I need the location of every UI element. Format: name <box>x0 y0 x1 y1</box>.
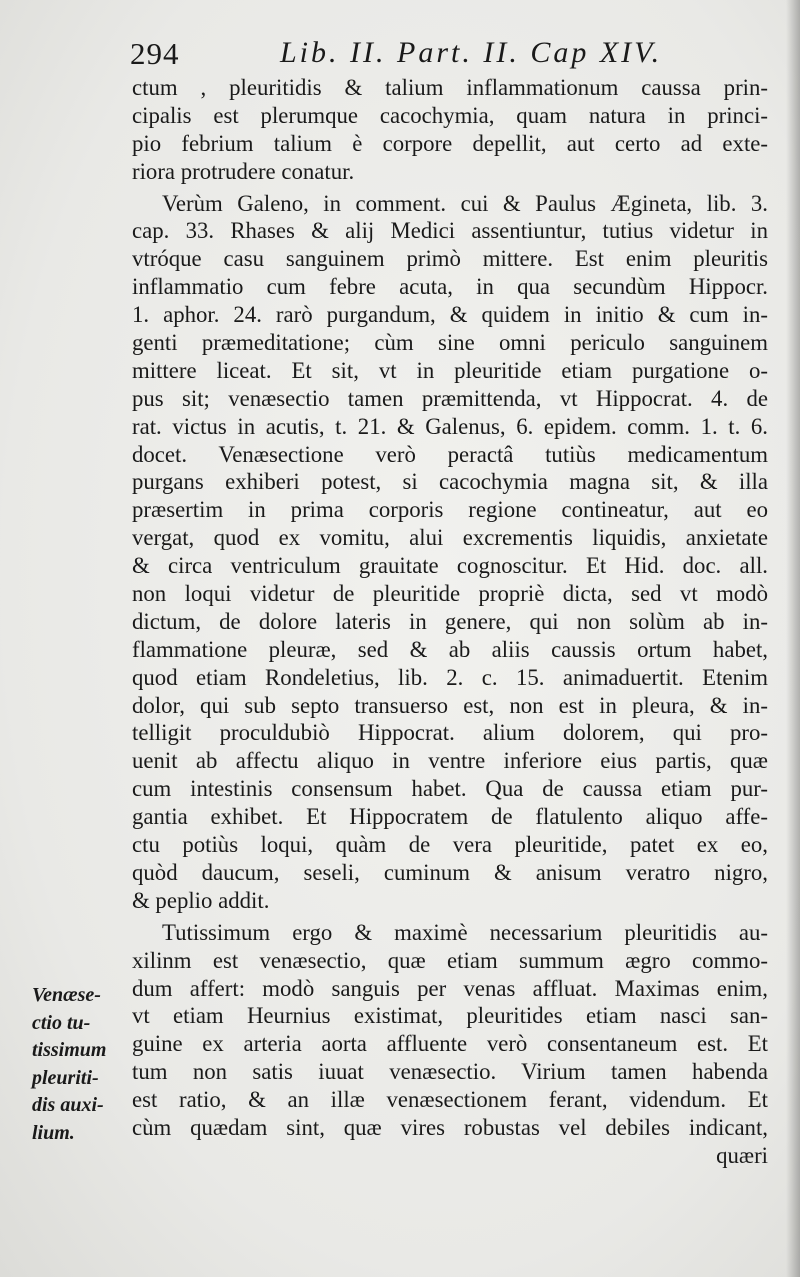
text-line: flammatione pleuræ, sed & ab aliis caussis ortum habet, <box>132 636 768 662</box>
text-line: Tutissimum ergo & maximè necessarium pleuritidis au- <box>162 919 768 945</box>
marginal-note-line: dis auxi- <box>32 1094 104 1116</box>
marginal-note-line: lium. <box>32 1121 75 1144</box>
text-line: 1. aphor. 24. rarò purgandum, & quidem in initio & cum in- <box>132 302 768 328</box>
text-line: cipalis est plerumque cacochymia, quam natura in princi- <box>132 102 768 128</box>
text-line: pio febrium talium è corpore depellit, aut certo ad exte- <box>132 130 768 156</box>
text-line: ctum , pleuritidis & talium inflammationum caussa prin- <box>132 75 768 100</box>
text-line: ctu potiùs loqui, quàm de vera pleuritide, patet ex eo, <box>132 832 768 858</box>
text-line: gantia exhibet. Et Hippocratem de flatulento aliquo affe- <box>132 804 768 830</box>
text-line: xilinm est venæsectio, quæ etiam summum ægro commo- <box>132 947 768 973</box>
catchword: quæri <box>716 1142 768 1168</box>
text-line: rat. victus in acutis, t. 21. & Galenus, 6. epidem. comm. 1. t. 6. <box>132 413 768 439</box>
text-line: docet. Venæsectione verò peractâ tutiùs medicamentum <box>132 441 768 467</box>
text-line: cap. 33. Rhases & alij Medici assentiuntur, tutius videtur in <box>132 218 768 244</box>
marginal-note-line: Venæse- <box>32 984 101 1006</box>
paragraph-2 <box>132 190 768 915</box>
text-line: uenit ab affectu aliquo in ventre inferiore eius partis, quæ <box>132 748 768 774</box>
text-line: tum non satis iuuat venæsectio. Virium tamen habenda <box>132 1059 768 1085</box>
text-line: inflammatio cum febre acuta, in qua secundùm Hippocr. <box>132 274 768 300</box>
text-line: cùm quædam sint, quæ vires robustas vel debiles indicant, <box>132 1114 768 1140</box>
marginal-note-line: ctio tu- <box>32 1011 91 1034</box>
text-line: Verùm Galeno, in comment. cui & Paulus Ægineta, lib. 3. <box>162 190 768 216</box>
text-line: non loqui videtur de pleuritide propriè dicta, sed vt modò <box>132 581 768 607</box>
text-line: & peplio addit. <box>132 887 270 913</box>
text-line: & circa ventriculum grauitate cognoscitur. Et Hid. doc. all. <box>132 553 768 579</box>
text-line: telligit proculdubiò Hippocrat. alium dolorem, qui pro- <box>132 720 768 746</box>
text-line: dolor, qui sub septo transuerso est, non est in pleura, & in- <box>132 692 768 718</box>
text-line: purgans exhiberi potest, si cacochymia magna sit, & illa <box>132 469 768 495</box>
text-line: genti præmeditatione; cùm sine omni periculo sanguinem <box>132 330 768 356</box>
marginal-note-line: pleuriti- <box>32 1066 99 1089</box>
main-text <box>132 74 768 1170</box>
marginal-note-line: tissimum <box>32 1039 107 1061</box>
text-line: guine ex arteria aorta affluente verò consentaneum est. Et <box>132 1031 768 1057</box>
running-head: Lib. II. Part. II. Cap XIV. <box>280 36 663 69</box>
page-number: 294 <box>130 36 180 71</box>
text-line: dictum, de dolore lateris in genere, qui non solùm ab in- <box>132 608 768 634</box>
text-line: quod etiam Rondeletius, lib. 2. c. 15. animaduertit. Etenim <box>132 664 768 690</box>
text-line: quòd daucum, seseli, cuminum & anisum veratro nigro, <box>132 859 768 885</box>
text-line: vtróque casu sanguinem primò mittere. Est enim pleuritis <box>132 246 768 272</box>
paragraph-3 <box>132 919 768 1170</box>
text-line: mittere liceat. Et sit, vt in pleuritide etiam purgatione o- <box>132 357 768 383</box>
text-line: vt etiam Heurnius existimat, pleuritides etiam nasci san- <box>132 1003 768 1029</box>
text-line: vergat, quod ex vomitu, alui excrementis liquidis, anxietate <box>132 525 768 551</box>
marginal-note <box>32 982 127 1147</box>
text-line: riora protrudere conatur. <box>132 158 355 184</box>
text-line: cum intestinis consensum habet. Qua de caussa etiam pur- <box>132 776 768 802</box>
text-line: præsertim in prima corporis regione contineatur, aut eo <box>132 497 768 523</box>
text-line: pus sit; venæsectio tamen præmittenda, vt Hippocrat. 4. de <box>132 385 768 411</box>
page-edge-shadow <box>786 0 800 1277</box>
page-header <box>130 36 730 76</box>
text-line: est ratio, & an illæ venæsectionem ferant, videndum. Et <box>132 1087 768 1113</box>
text-line: dum affert: modò sanguis per venas affluat. Maximas enim, <box>132 975 768 1001</box>
paragraph-1 <box>132 74 768 186</box>
